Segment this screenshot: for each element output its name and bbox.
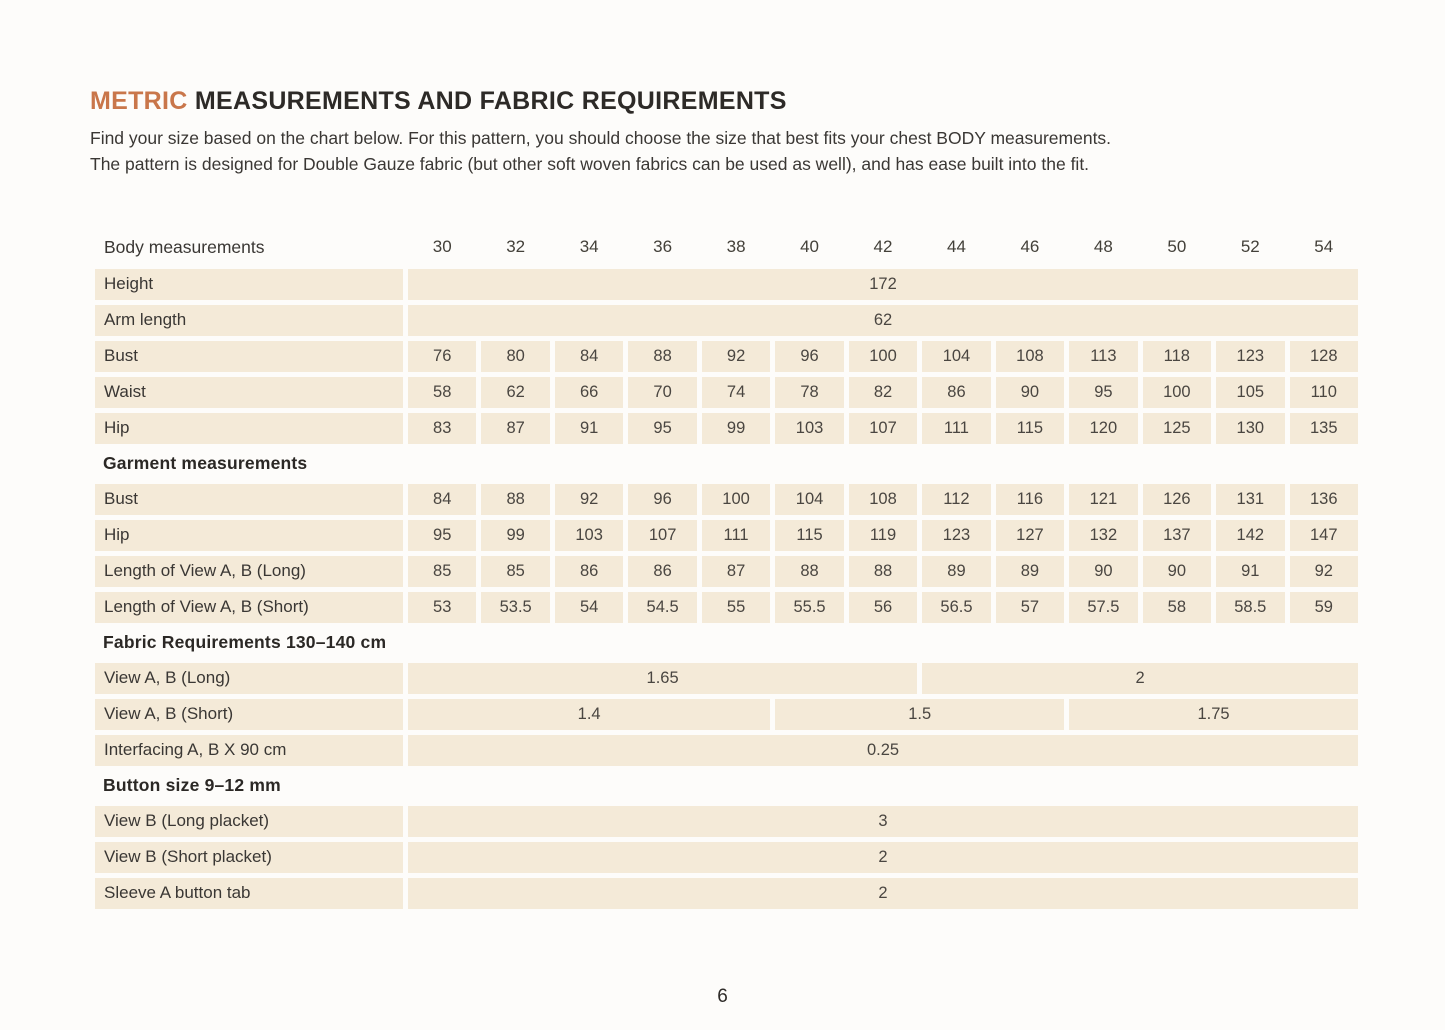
value-cell: 86 [555,556,623,587]
value-cell: 105 [1216,377,1284,408]
row-label: Length of View A, B (Long) [95,556,403,587]
table-section-header: Button size 9–12 mm [103,775,281,795]
title-accent: METRIC [90,87,188,115]
row-label: View B (Long placket) [95,806,403,837]
value-cell: 111 [922,413,990,444]
value-cell: 136 [1290,484,1358,515]
row-label: Interfacing A, B X 90 cm [95,735,403,766]
size-column-header: 52 [1240,237,1260,256]
value-cell: 131 [1216,484,1284,515]
value-cell: 118 [1143,341,1211,372]
value-cell: 90 [996,377,1064,408]
value-cell: 53.5 [481,592,549,623]
value-cell: 57 [996,592,1064,623]
table-section-header: Fabric Requirements 130–140 cm [103,632,387,652]
value-cell: 108 [996,341,1064,372]
value-cell: 85 [408,556,476,587]
value-cell: 86 [922,377,990,408]
value-cell: 91 [1216,556,1284,587]
value-cell: 53 [408,592,476,623]
row-label: Bust [95,484,403,515]
value-cell: 82 [849,377,917,408]
value-cell: 90 [1143,556,1211,587]
value-cell: 116 [996,484,1064,515]
value-cell: 127 [996,520,1064,551]
size-column-header: 42 [873,237,893,256]
value-cell: 113 [1069,341,1137,372]
value-cell: 55 [702,592,770,623]
value-cell: 54.5 [628,592,696,623]
intro-line-1: Find your size based on the chart below. For this pattern, you should choose the size that best fits your chest BODY measurements. [90,127,1112,148]
value-cell: 56 [849,592,917,623]
value-cell: 147 [1290,520,1358,551]
value-cell: 130 [1216,413,1284,444]
value-cell: 103 [555,520,623,551]
value-cell: 123 [922,520,990,551]
value-cell: 76 [408,341,476,372]
value-cell: 2 [408,842,1358,873]
value-cell: 85 [481,556,549,587]
value-cell: 91 [555,413,623,444]
value-cell: 1.4 [408,699,770,730]
value-cell: 56.5 [922,592,990,623]
page-number: 6 [717,986,728,1007]
value-cell: 92 [555,484,623,515]
size-chart-table [95,231,1358,909]
value-cell: 2 [408,878,1358,909]
value-cell: 103 [775,413,843,444]
value-cell: 123 [1216,341,1284,372]
value-cell: 1.65 [408,663,917,694]
value-cell: 95 [408,520,476,551]
value-cell: 100 [702,484,770,515]
value-cell: 86 [628,556,696,587]
value-cell: 107 [849,413,917,444]
value-cell: 78 [775,377,843,408]
value-cell: 120 [1069,413,1137,444]
table-section-header: Garment measurements [103,453,308,473]
value-cell: 111 [702,520,770,551]
value-cell: 3 [408,806,1358,837]
row-label: View B (Short placket) [95,842,403,873]
value-cell: 58 [1143,592,1211,623]
value-cell: 1.5 [775,699,1064,730]
value-cell: 100 [849,341,917,372]
size-column-header: 44 [946,237,966,256]
row-label: Hip [95,413,403,444]
value-cell: 57.5 [1069,592,1137,623]
size-column-header: 46 [1020,237,1040,256]
value-cell: 84 [408,484,476,515]
value-cell: 87 [702,556,770,587]
value-cell: 74 [702,377,770,408]
value-cell: 84 [555,341,623,372]
value-cell: 107 [628,520,696,551]
value-cell: 1.75 [1069,699,1358,730]
intro-paragraph [90,125,1358,177]
value-cell: 58 [408,377,476,408]
value-cell: 92 [1290,556,1358,587]
value-cell: 83 [408,413,476,444]
value-cell: 0.25 [408,735,1358,766]
title-rest: MEASUREMENTS AND FABRIC REQUIREMENTS [187,87,787,115]
value-cell: 115 [775,520,843,551]
value-cell: 96 [628,484,696,515]
value-cell: 115 [996,413,1064,444]
value-cell: 110 [1290,377,1358,408]
value-cell: 119 [849,520,917,551]
value-cell: 62 [408,305,1358,336]
value-cell: 137 [1143,520,1211,551]
value-cell: 100 [1143,377,1211,408]
value-cell: 59 [1290,592,1358,623]
size-column-header: 48 [1093,237,1113,256]
intro-line-2: The pattern is designed for Double Gauze fabric (but other soft woven fabrics can be used as well), and has ease built into the fit. [90,153,1090,174]
value-cell: 88 [481,484,549,515]
size-column-header: 50 [1167,237,1187,256]
value-cell: 95 [628,413,696,444]
size-column-header: 54 [1314,237,1334,256]
value-cell: 92 [702,341,770,372]
row-label: Sleeve A button tab [95,878,403,909]
value-cell: 99 [702,413,770,444]
row-label: Height [95,269,403,300]
value-cell: 90 [1069,556,1137,587]
value-cell: 142 [1216,520,1284,551]
value-cell: 126 [1143,484,1211,515]
row-label: Arm length [95,305,403,336]
page-title [90,88,1358,116]
value-cell: 89 [922,556,990,587]
size-column-header: 40 [800,237,819,256]
value-cell: 70 [628,377,696,408]
value-cell: 172 [408,269,1358,300]
value-cell: 125 [1143,413,1211,444]
row-label: Length of View A, B (Short) [95,592,403,623]
value-cell: 96 [775,341,843,372]
value-cell: 121 [1069,484,1137,515]
value-cell: 54 [555,592,623,623]
value-cell: 87 [481,413,549,444]
value-cell: 80 [481,341,549,372]
row-label: View A, B (Short) [95,699,403,730]
value-cell: 88 [775,556,843,587]
value-cell: 66 [555,377,623,408]
value-cell: 99 [481,520,549,551]
column-header-body-measurements: Body measurements [104,236,265,257]
value-cell: 95 [1069,377,1137,408]
value-cell: 62 [481,377,549,408]
value-cell: 58.5 [1216,592,1284,623]
value-cell: 104 [922,341,990,372]
value-cell: 2 [922,663,1358,694]
value-cell: 128 [1290,341,1358,372]
value-cell: 104 [775,484,843,515]
row-label: View A, B (Long) [95,663,403,694]
value-cell: 88 [628,341,696,372]
row-label: Waist [95,377,403,408]
value-cell: 135 [1290,413,1358,444]
row-label: Hip [95,520,403,551]
value-cell: 88 [849,556,917,587]
value-cell: 112 [922,484,990,515]
size-column-header: 32 [506,237,526,256]
size-column-header: 34 [579,237,599,256]
value-cell: 132 [1069,520,1137,551]
value-cell: 55.5 [775,592,843,623]
size-column-header: 30 [432,237,452,256]
size-column-header: 36 [653,237,673,256]
value-cell: 108 [849,484,917,515]
value-cell: 89 [996,556,1064,587]
row-label: Bust [95,341,403,372]
size-column-header: 38 [726,237,746,256]
